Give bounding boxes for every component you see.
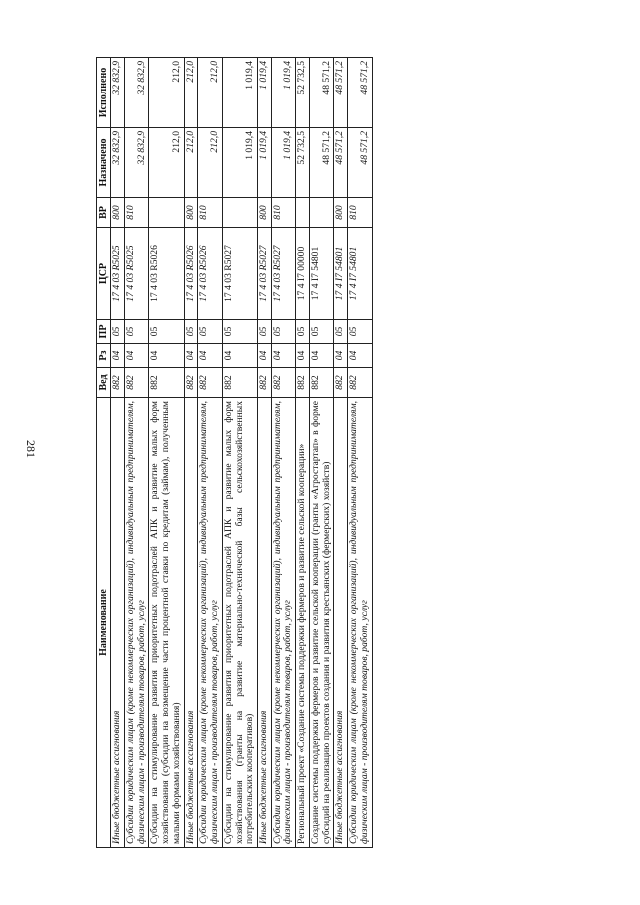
cell-rz: 04: [111, 344, 125, 368]
cell-rz: 04: [222, 344, 257, 368]
cell-name: Иные бюджетные ассигнования: [111, 398, 125, 848]
cell-pr: 05: [271, 320, 295, 344]
cell-csr: 17 4 03 R5027: [258, 228, 272, 320]
cell-assigned: 48 571,2: [334, 128, 348, 198]
cell-executed: 1 019,4: [258, 58, 272, 128]
cell-name: Субсидии на стимулирование развития приоритетных подотраслей АПК и развитие малых форм хозяйствования (гранты на развитие материально-технической базы сельскохозяйственных потребительских кооперативов): [222, 398, 257, 848]
cell-pr: 05: [198, 320, 222, 344]
cell-csr: 17 4 03 R5025: [124, 228, 148, 320]
cell-rz: 04: [198, 344, 222, 368]
cell-csr: 17 4 I7 00000: [296, 228, 310, 320]
header-name: Наименование: [97, 398, 111, 848]
cell-assigned: 1 019,4: [271, 128, 295, 198]
cell-rz: 04: [124, 344, 148, 368]
cell-rz: 04: [348, 344, 372, 368]
header-row: [97, 58, 111, 848]
cell-executed: 32 832,9: [124, 58, 148, 128]
cell-name: Субсидии юридическим лицам (кроме некоммерческих организаций), индивидуальным предпринимателям, физическим лицам - производителям товаров, работ, услуг: [198, 398, 222, 848]
table-row: [222, 58, 257, 848]
cell-csr: 17 4 03 R5026: [198, 228, 222, 320]
cell-csr: 17 4 I7 54801: [334, 228, 348, 320]
cell-ved: 882: [348, 368, 372, 398]
cell-vr: [309, 198, 333, 228]
header-assigned: Назначено: [97, 128, 111, 198]
cell-vr: [296, 198, 310, 228]
cell-executed: 212,0: [184, 58, 198, 128]
table-row: [124, 58, 148, 848]
cell-executed: 48 571,2: [348, 58, 372, 128]
cell-ved: 882: [296, 368, 310, 398]
cell-rz: 04: [296, 344, 310, 368]
cell-executed: 1 019,4: [222, 58, 257, 128]
table-row: [296, 58, 310, 848]
cell-rz: 04: [149, 344, 184, 368]
cell-assigned: 48 571,2: [348, 128, 372, 198]
cell-executed: 52 732,5: [296, 58, 310, 128]
cell-ved: 882: [222, 368, 257, 398]
cell-rz: 04: [271, 344, 295, 368]
header-rz: Рз: [97, 344, 111, 368]
cell-pr: 05: [348, 320, 372, 344]
cell-vr: 810: [348, 198, 372, 228]
cell-ved: 882: [309, 368, 333, 398]
cell-ved: 882: [111, 368, 125, 398]
page-number: 281: [24, 440, 38, 458]
rotated-table-container: [96, 58, 526, 848]
table-row: [309, 58, 333, 848]
cell-csr: 17 4 03 R5027: [271, 228, 295, 320]
cell-vr: 800: [111, 198, 125, 228]
cell-name: Иные бюджетные ассигнования: [334, 398, 348, 848]
header-ved: Вед: [97, 368, 111, 398]
header-executed: Исполнено: [97, 58, 111, 128]
cell-pr: 05: [111, 320, 125, 344]
cell-ved: 882: [271, 368, 295, 398]
cell-vr: 810: [271, 198, 295, 228]
cell-ved: 882: [124, 368, 148, 398]
cell-csr: 17 4 I7 54801: [348, 228, 372, 320]
cell-name: Субсидии юридическим лицам (кроме некоммерческих организаций), индивидуальным предпринимателям, физическим лицам - производителям товаров, работ, услуг: [124, 398, 148, 848]
cell-ved: 882: [334, 368, 348, 398]
cell-executed: 1 019,4: [271, 58, 295, 128]
cell-pr: 05: [258, 320, 272, 344]
cell-executed: 48 571,2: [309, 58, 333, 128]
cell-csr: 17 4 03 R5026: [149, 228, 184, 320]
cell-assigned: 212,0: [198, 128, 222, 198]
cell-name: Субсидии юридическим лицам (кроме некоммерческих организаций), индивидуальным предпринимателям, физическим лицам - производителям товаров, работ, услуг: [348, 398, 372, 848]
cell-name: Региональный проект «Создание системы поддержки фермеров и развитие сельской кооперации»: [296, 398, 310, 848]
cell-assigned: 32 832,9: [124, 128, 148, 198]
cell-rz: 04: [184, 344, 198, 368]
cell-pr: 05: [222, 320, 257, 344]
cell-executed: 32 832,9: [111, 58, 125, 128]
cell-assigned: 212,0: [184, 128, 198, 198]
cell-assigned: 1 019,4: [258, 128, 272, 198]
cell-rz: 04: [309, 344, 333, 368]
table-row: [271, 58, 295, 848]
cell-executed: 212,0: [149, 58, 184, 128]
cell-vr: 800: [334, 198, 348, 228]
cell-csr: 17 4 03 R5026: [184, 228, 198, 320]
cell-assigned: 48 571,2: [309, 128, 333, 198]
cell-pr: 05: [149, 320, 184, 344]
cell-pr: 05: [184, 320, 198, 344]
table-row: [348, 58, 372, 848]
budget-table: [96, 57, 373, 848]
cell-csr: 17 4 I7 54801: [309, 228, 333, 320]
table-row: [111, 58, 125, 848]
table-row: [198, 58, 222, 848]
cell-pr: 05: [124, 320, 148, 344]
cell-pr: 05: [334, 320, 348, 344]
cell-executed: 48 571,2: [334, 58, 348, 128]
table-row: [149, 58, 184, 848]
table-body: [111, 58, 372, 848]
cell-rz: 04: [334, 344, 348, 368]
cell-assigned: 1 019,4: [222, 128, 257, 198]
cell-ved: 882: [149, 368, 184, 398]
header-csr: ЦСР: [97, 228, 111, 320]
header-vr: ВР: [97, 198, 111, 228]
cell-executed: 212,0: [198, 58, 222, 128]
cell-assigned: 32 832,9: [111, 128, 125, 198]
cell-csr: 17 4 03 R5025: [111, 228, 125, 320]
cell-name: Субсидии юридическим лицам (кроме некоммерческих организаций), индивидуальным предпринимателям, физическим лицам - производителям товаров, работ, услуг: [271, 398, 295, 848]
cell-name: Субсидии на стимулирование развития приоритетных подотраслей АПК и развитие малых форм хозяйствования (субсидии на возмещение части процентной ставки по кредитам (займам), полученным малыми формами хозяйствования): [149, 398, 184, 848]
cell-vr: 800: [184, 198, 198, 228]
cell-vr: 810: [124, 198, 148, 228]
cell-vr: [149, 198, 184, 228]
cell-assigned: 52 732,5: [296, 128, 310, 198]
cell-vr: 800: [258, 198, 272, 228]
cell-pr: 05: [296, 320, 310, 344]
cell-pr: 05: [309, 320, 333, 344]
cell-name: Иные бюджетные ассигнования: [258, 398, 272, 848]
cell-csr: 17 4 03 R5027: [222, 228, 257, 320]
cell-name: Создание системы поддержки фермеров и развитие сельской кооперации (гранты «Агростартап» в форме субсидий на реализацию проектов создания и развития крестьянских (фермерских) хозяйств): [309, 398, 333, 848]
table-row: [334, 58, 348, 848]
cell-ved: 882: [258, 368, 272, 398]
table-row: [258, 58, 272, 848]
cell-vr: 810: [198, 198, 222, 228]
header-pr: ПР: [97, 320, 111, 344]
cell-assigned: 212,0: [149, 128, 184, 198]
cell-rz: 04: [258, 344, 272, 368]
cell-ved: 882: [198, 368, 222, 398]
cell-name: Иные бюджетные ассигнования: [184, 398, 198, 848]
cell-vr: [222, 198, 257, 228]
cell-ved: 882: [184, 368, 198, 398]
table-row: [184, 58, 198, 848]
